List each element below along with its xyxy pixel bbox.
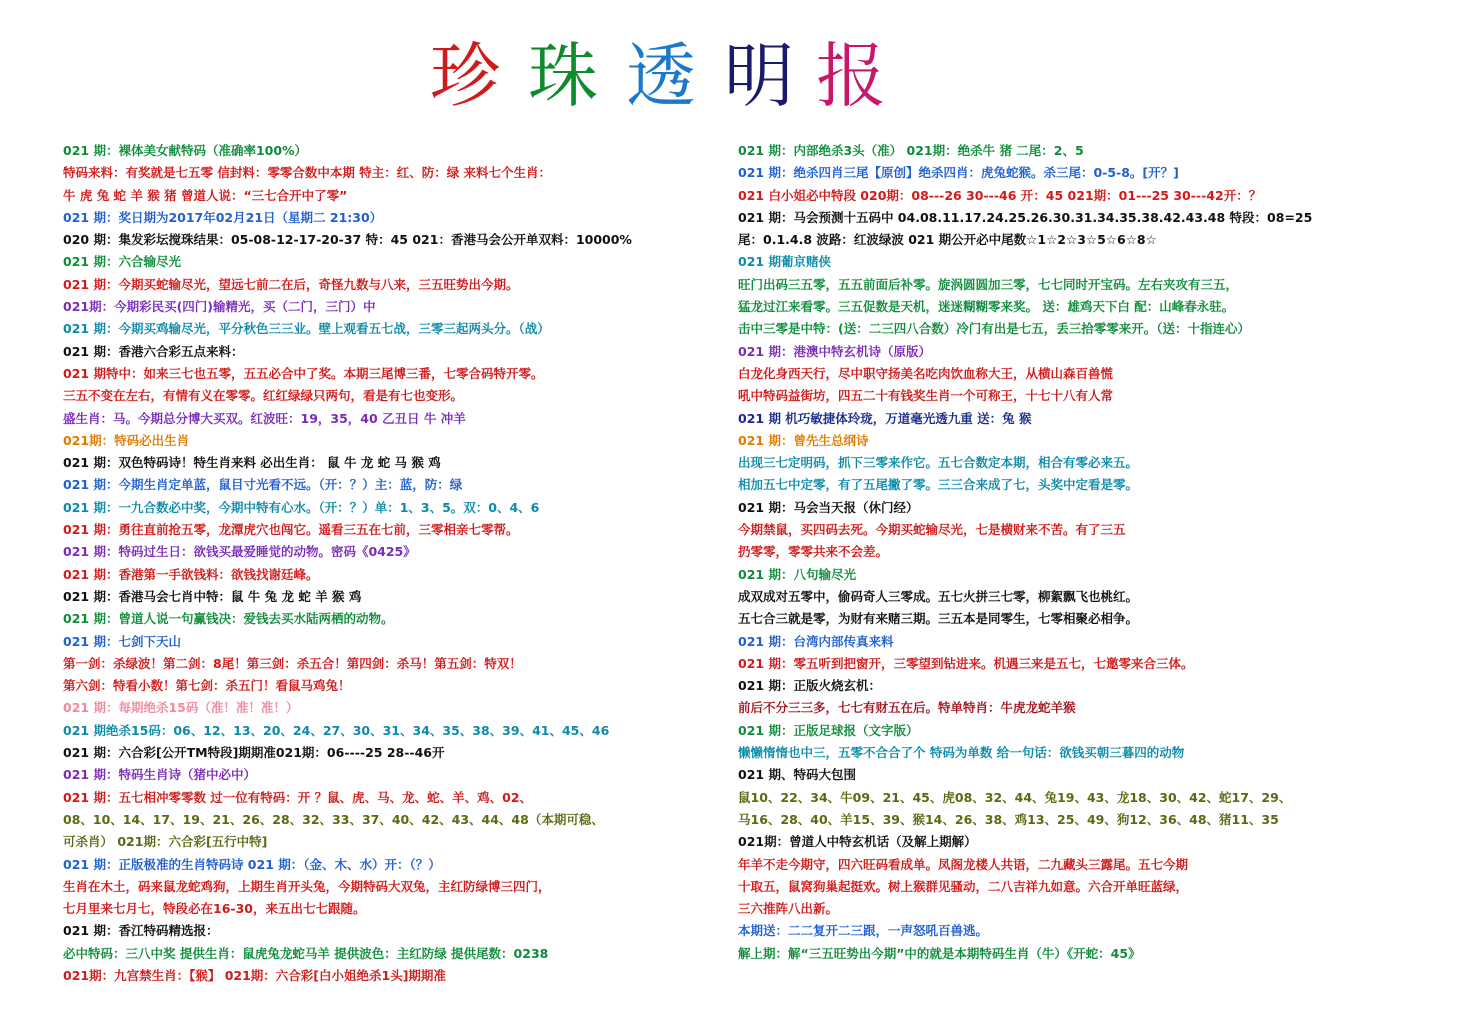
right-line: 十取五，鼠窝狗巢起挺欢。树上猴群见骚动，二八吉祥九如意。六合开单旺蓝绿，: [738, 878, 1189, 894]
right-line: 021 期：正版火烧玄机：: [738, 678, 881, 694]
right-line: 扔零零，零零共来不会差。: [738, 544, 889, 560]
title-char-4: 明: [724, 35, 794, 117]
right-line: 本期送：二二复开二三跟，一声怒吼百兽逃。: [738, 923, 989, 939]
right-line: 马16、28、40、羊15、39、猴14、26、38、鸡13、25、49、狗12、36、48、猪11、35: [738, 811, 1279, 827]
right-line: 解上期：解“三五旺势出今期”中的就是本期特码生肖（牛）《开蛇：45》: [738, 945, 1141, 961]
left-line: 021 期：香江特码精选报：: [63, 923, 219, 939]
left-line: 021期：特码必出生肖: [63, 432, 190, 448]
left-line: 021 期：特码过生日：欲钱买最爱睡觉的动物。密码《0425》: [63, 544, 416, 560]
right-line: 021 期 机巧敏捷体玲珑，万道毫光透九重 送：兔 猴: [738, 410, 1032, 426]
right-line: 021 期：正版足球报（文字版）: [738, 722, 919, 738]
left-line: 021 期：今期买蛇输尽光，望远七前二在后，奇怪九数与八来，三五旺势出今期。: [63, 276, 519, 292]
right-line: 白龙化身西天行，尽中职守扬美名吃肉饮血称大王，从横山森百兽慌: [738, 365, 1114, 381]
left-line: 生肖在木土，码来鼠龙蛇鸡狗，上期生肖开头兔，今期特码大双兔，主红防绿博三四门，: [63, 878, 551, 894]
left-line: 021 期绝杀15码：06、12、13、20、24、27、30、31、34、35、38、39、41、45、46: [63, 722, 610, 738]
left-line: 021 期：每期绝杀15码（准！准！准！）: [63, 700, 299, 716]
right-line: 三六推阵八出新。: [738, 901, 839, 917]
left-line: 021 期：今期买鸡输尽光，平分秋色三三业。壁上观看五七战，三零三起两头分。（战）: [63, 321, 550, 337]
left-line: 021 期：双色特码诗！特生肖来料 必出生肖： 鼠 牛 龙 蛇 马 猴 鸡: [63, 455, 441, 471]
right-line: 猛龙过江来看零。三五促数是天机，迷迷糊糊零来奖。 送：雄鸡天下白 配：山峰春永驻。: [738, 299, 1235, 315]
right-line: 成双成对五零中，偷码奇人三零成。五七火拼三七零，柳絮飘飞也桃红。: [738, 588, 1139, 604]
right-line: 相加五七中定零，有了五尾撇了零。三三合来成了七，头奖中定看是零。: [738, 477, 1139, 493]
left-line: 021 期：奖日期为2017年02月21日（星期二 21:30）: [63, 209, 383, 225]
left-line: 021 期：曾道人说一句赢钱决：爱钱去买水陆两栖的动物。: [63, 611, 394, 627]
left-line: 特码来料：有奖就是七五零 信封料：零零合数中本期 特主：红、防：绿 来料七个生肖：: [63, 165, 552, 181]
left-line: 第六剑：特看小数！第七剑：杀五门！看鼠马鸡兔！: [63, 678, 351, 694]
right-line: 前后不分三三多，七七有财五在后。特单特肖：牛虎龙蛇羊猴: [738, 700, 1076, 716]
right-line: 懒懒惰惰也中三，五零不合合了个 特码为单数 给一句话：欲钱买朝三暮四的动物: [738, 745, 1185, 761]
left-line: 021期：今期彩民买(四门)输精光，买（二门，三门）中: [63, 299, 376, 315]
right-line: 021 期葡京赌侠: [738, 254, 831, 270]
left-line: 021 期：六合彩[公开TM特段]期期准021期：06----25 28--46开: [63, 745, 445, 761]
right-line: 021 期：零五听到把窗开，三零望到钻进来。机遇三来是五七，七邀零来合三体。: [738, 655, 1194, 671]
right-line: 今期禁鼠，买四码去死。今期买蛇输尽光，七是横财来不苦。有了三五: [738, 522, 1126, 538]
left-line: 第一剑：杀绿波！第二剑：8尾！第三剑：杀五合！第四剑：杀马！第五剑：特双！: [63, 655, 522, 671]
right-line: 021 白小姐必中特段 020期：08---26 30---46 开：45 021期：01---25 30---42开：？: [738, 187, 1262, 203]
right-line: 旺门出码三五零，五五前面后补零。旋涡圆圆加三零，七七同时开宝码。左右夹攻有三五，: [738, 276, 1239, 292]
page-title: [430, 36, 910, 116]
right-line: 吼中特码益街坊，四五二十有钱奖生肖一个可称王，十七十八有人常: [738, 388, 1114, 404]
right-column: [738, 140, 1428, 965]
right-line: 年羊不走今期守，四六旺码看成单。凤阁龙楼人共语，二九藏头三露尾。五七今期: [738, 856, 1189, 872]
title-char-3: 透: [626, 35, 696, 117]
left-line: 021 期：香港第一手欲钱料：欲钱找谢廷峰。: [63, 566, 319, 582]
title-char-2: 珠: [528, 35, 598, 117]
right-line: 021 期、特码大包围: [738, 767, 856, 783]
right-line: 021 期：马会当天报（休门经）: [738, 499, 919, 515]
left-line: 021 期：正版极准的生肖特码诗 021 期：（金、木、水）开：（？）: [63, 856, 441, 872]
right-line: 021 期：绝杀四肖三尾【原创】绝杀四肖：虎兔蛇猴。杀三尾：0-5-8。[开？]: [738, 165, 1179, 181]
left-line: 021 期：香港六合彩五点来料：: [63, 343, 244, 359]
left-line: 021 期：裸体美女献特码（准确率100%）: [63, 143, 308, 158]
left-line: 牛 虎 兔 蛇 羊 猴 猪 曾道人说：“三七合开中了零”: [63, 187, 348, 203]
left-line: 021 期特中：如来三七也五零，五五必合中了奖。本期三尾博三番，七零合码特开零。: [63, 365, 544, 381]
right-line: 鼠10、22、34、牛09、21、45、虎08、32、44、兔19、43、龙18、30、42、蛇17、29、: [738, 789, 1292, 805]
left-line: 021 期：五七相冲零零数 过一位有特码：开 ？鼠、虎、马、龙、蛇、羊、鸡、02、: [63, 789, 533, 805]
left-column: [63, 140, 723, 987]
left-line: 021 期：香港马会七肖中特：鼠 牛 兔 龙 蛇 羊 猴 鸡: [63, 588, 362, 604]
left-line: 021 期：特码生肖诗（猪中必中）: [63, 767, 256, 783]
right-line: 021 期：港澳中特玄机诗（原版）: [738, 343, 931, 359]
title-char-5: 报: [816, 35, 886, 117]
title-char-1: 珍: [430, 35, 500, 117]
left-line: 盛生肖：马。今期总分博大买双。红波旺：19，35，40 乙丑日 牛 冲羊: [63, 410, 466, 426]
left-line: 可杀肖） 021期：六合彩[五行中特]: [63, 834, 268, 850]
right-line: 出现三七定明码，抓下三零来作它。五七合数定本期，相合有零必来五。: [738, 455, 1139, 471]
left-line: 08、10、14、17、19、21、26、28、32、33、37、40、42、43、44、48（本期可稳、: [63, 811, 604, 827]
right-line: 击中三零是中特：(送：二三四八合数）冷门有出是七五，丢三拾零零来开。（送：十指连心）: [738, 321, 1250, 337]
left-line: 021 期：一九合数必中奖，今期中特有心水。（开：？）单：1、3、5。双：0、4、6: [63, 499, 540, 515]
left-line: 021 期：今期生肖定单蓝，鼠目寸光看不远。（开：？）主：蓝，防：绿: [63, 477, 463, 493]
right-line: 021 期：曾先生总纲诗: [738, 432, 869, 448]
right-line: 021期：曾道人中特玄机话（及解上期解）: [738, 834, 977, 850]
right-line: 021 期：八句输尽光: [738, 566, 856, 582]
left-line: 021 期：勇往直前抢五零，龙潭虎穴也闯它。遥看三五在七前，三零相亲七零帮。: [63, 522, 519, 538]
left-line: 020 期：集发彩坛搅珠结果：05-08-12-17-20-37 特：45 021：香港马会公开单双料：10000%: [63, 232, 632, 248]
left-line: 021 期：六合输尽光: [63, 254, 181, 270]
right-line: 021 期：台湾内部传真来料: [738, 633, 894, 649]
left-line: 021 期：七剑下天山: [63, 633, 181, 649]
left-line: 七月里来七月七，特段必在16-30，来五出七七跟随。: [63, 901, 366, 917]
left-line: 三五不变在左右，有情有义在零零。红红绿绿只两句，看是有七也变形。: [63, 388, 464, 404]
left-line: 必中特码：三八中奖 提供生肖：鼠虎兔龙蛇马羊 提供波色：主红防绿 提供尾数：0238: [63, 945, 549, 961]
right-line: 021 期：马会预测十五码中 04.08.11.17.24.25.26.30.31.34.35.38.42.43.48 特段：08=25: [738, 209, 1313, 225]
right-line: 021 期：内部绝杀3头（准） 021期：绝杀牛 猪 二尾：2、5: [738, 143, 1084, 158]
right-line: 尾：0.1.4.8 波路：红波绿波 021 期公开必中尾数☆1☆2☆3☆5☆6☆8☆: [738, 232, 1157, 248]
right-line: 五七合三就是零，为财有来赌三期。三五本是同零生，七零相聚必相争。: [738, 611, 1139, 627]
left-line: 021期：九宫禁生肖：【猴】 021期：六合彩[白小姐绝杀1头]期期准: [63, 967, 446, 983]
